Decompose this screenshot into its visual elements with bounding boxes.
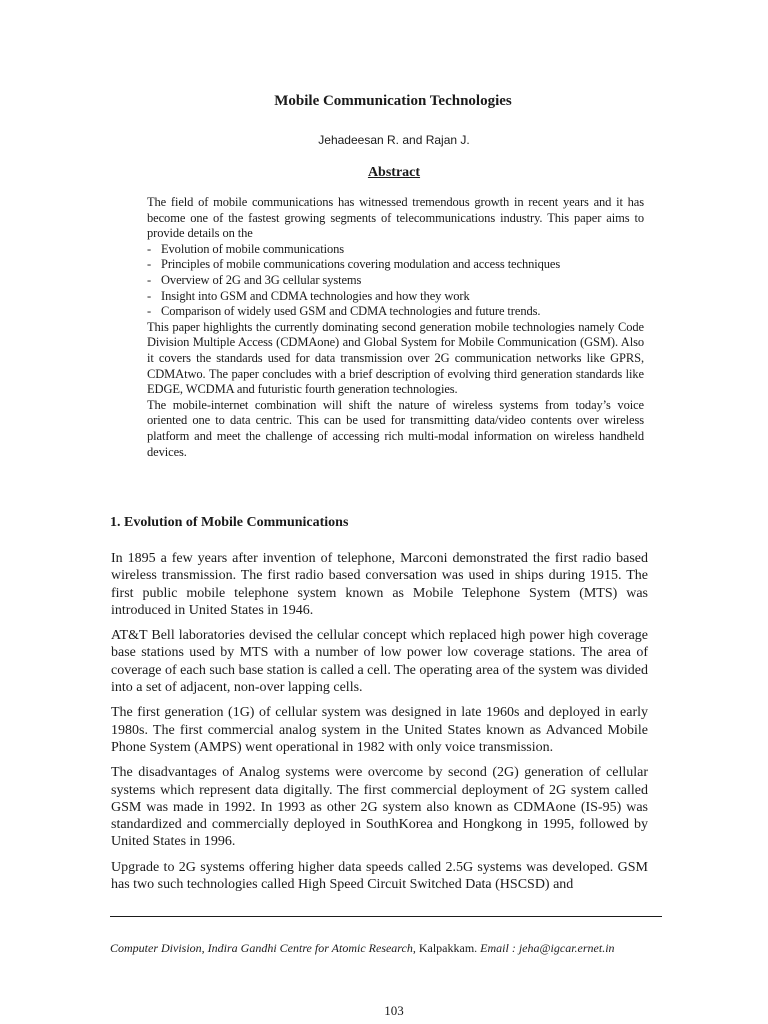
body-paragraph: The disadvantages of Analog systems were overcome by second (2G) generation of cellular systems which represent data digitally. The first commercial deployment of 2G system called GSM was made in 1992. In 1993 as other 2G system also known as CDMAone (IS-95) was standardized and commercially deployed in SouthKorea and Hongkong in 1995, followed by United States in 1996. xyxy=(111,765,648,850)
abstract-heading: Abstract xyxy=(367,165,421,180)
body-paragraph: In 1895 a few years after invention of telephone, Marconi demonstrated the first radio based wireless transmission. The first radio based conversation was used in ships during 1915. The first public mobile telephone system known as Mobile Telephone System (MTS) was introduced in United States in 1946. xyxy=(111,551,648,618)
abstract-topic-list xyxy=(147,242,644,320)
abstract-topic-item: - Principles of mobile communications covering modulation and access techniques xyxy=(147,257,561,272)
page-number: 103 xyxy=(384,1003,404,1018)
footnote-place: Kalpakkam. xyxy=(415,941,478,955)
dash-bullet: - xyxy=(147,272,152,287)
author-line: Jehadeesan R. and Rajan J. xyxy=(318,133,470,147)
dash-bullet: - xyxy=(147,257,152,272)
abstract-block xyxy=(147,195,644,460)
footnote-affiliation: Computer Division, Indira Gandhi Centre for Atomic Research, xyxy=(110,941,416,955)
section-heading: 1. Evolution of Mobile Communications xyxy=(110,515,349,530)
dash-bullet: - xyxy=(147,288,152,303)
abstract-paragraph: This paper highlights the currently dominating second generation mobile technologies namely Code Division Multiple Access (CDMAone) and Global System for Mobile Communication (GSM). Also it covers the standards used for data transmission over 2G communication networks like GPRS, CDMAtwo. The paper concludes with a brief description of evolving third generation standards like EDGE, WCDMA and futuristic fourth generation technologies. xyxy=(147,319,644,397)
body-paragraph: AT&T Bell laboratories devised the cellular concept which replaced high power high coverage base stations used by MTS with a number of low power low coverage stations. The area of coverage of each such base station is called a cell. The operating area of the system was divided into a set of adjacent, non-over lapping cells. xyxy=(111,628,648,696)
footnote xyxy=(110,941,670,956)
section-body xyxy=(111,550,648,901)
abstract-topic-item: - Comparison of widely used GSM and CDMA technologies and future trends. xyxy=(147,304,541,319)
abstract-topic-item: - Overview of 2G and 3G cellular systems xyxy=(147,272,362,287)
paper-title: Mobile Communication Technologies xyxy=(274,93,512,109)
abstract-topic-item: - Evolution of mobile communications xyxy=(147,241,345,256)
abstract-topic-item: - Insight into GSM and CDMA technologies and how they work xyxy=(147,288,470,303)
abstract-intro: The field of mobile communications has witnessed tremendous growth in recent years and it has become one of the fastest growing segments of telecommunications industry. This paper aims to provide details on the xyxy=(147,195,644,241)
abstract-paragraph: The mobile-internet combination will shift the nature of wireless systems from today’s voice oriented one to data centric. This can be used for transmitting data/video contents over wireless platform and meet the challenge of accessing rich multi-modal information on wireless handheld devices. xyxy=(147,397,644,459)
footnote-rule xyxy=(110,916,662,917)
body-paragraph: The first generation (1G) of cellular system was designed in late 1960s and deployed in early 1980s. The first commercial analog system in the United States known as Advanced Mobile Phone System (AMPS) went operational in 1982 with only voice transmission. xyxy=(111,705,648,755)
footnote-email: Email : jeha@igcar.ernet.in xyxy=(477,941,615,955)
dash-bullet: - xyxy=(147,304,152,319)
dash-bullet: - xyxy=(147,241,152,256)
body-paragraph: Upgrade to 2G systems offering higher data speeds called 2.5G systems was developed. GSM has two such technologies called High Speed Circuit Switched Data (HSCSD) and xyxy=(111,859,648,893)
